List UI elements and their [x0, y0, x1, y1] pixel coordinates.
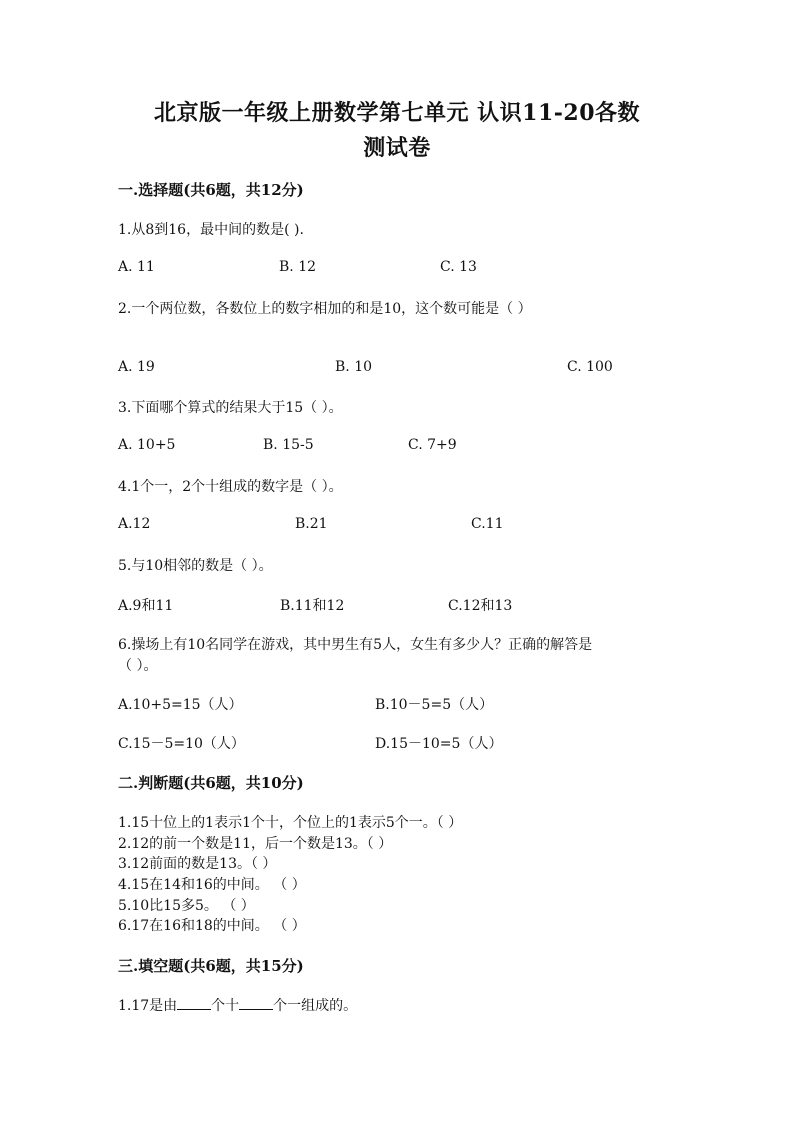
fill-blank-2[interactable]: [239, 995, 273, 1010]
option-q3-a: A. 10+5: [118, 437, 176, 453]
option-q1-a: A. 11: [118, 259, 155, 275]
question-2: 2.一个两位数，各数位上的数字相加的和是10，这个数可能是（ ）: [118, 301, 532, 317]
option-q6-c: C.15－5=10（人）: [118, 736, 245, 752]
section-heading-judge: 二.判断题(共6题，共10分): [118, 774, 304, 792]
question-3: 3.下面哪个算式的结果大于15（ ）。: [118, 400, 343, 416]
fill-question-1: [118, 995, 357, 1015]
option-q4-c: C.11: [471, 516, 504, 532]
judge-item-5: 5.10比15多5。 （ ）: [118, 898, 255, 914]
option-q6-b: B.10－5=5（人）: [375, 697, 494, 713]
option-q6-a: A.10+5=15（人）: [118, 697, 243, 713]
option-q4-b: B.21: [295, 516, 328, 532]
option-q3-b: B. 15-5: [263, 437, 314, 453]
page-title: 北京版一年级上册数学第七单元 认识11-20各数: [153, 100, 641, 126]
question-4: 4.1个一，2个十组成的数字是（ ）。: [118, 479, 343, 495]
option-q2-c: C. 100: [567, 359, 613, 375]
option-q4-a: A.12: [118, 516, 151, 532]
fill-blank-1[interactable]: [177, 995, 211, 1010]
option-q1-b: B. 12: [279, 259, 317, 275]
page-subtitle: 测试卷: [363, 135, 431, 161]
section-heading-choice: 一.选择题(共6题，共12分): [118, 181, 304, 199]
section-heading-fill: 三.填空题(共6题，共15分): [118, 957, 304, 975]
fill-q1-part-b: 个十: [211, 998, 240, 1014]
question-5: 5.与10相邻的数是（ ）。: [118, 558, 273, 574]
judge-item-6: 6.17在16和18的中间。 （ ）: [118, 918, 306, 934]
question-6-continued: （ ）。: [118, 658, 158, 674]
option-q3-c: C. 7+9: [408, 437, 457, 453]
option-q1-c: C. 13: [440, 259, 477, 275]
judge-item-1: 1.15十位上的1表示1个十，个位上的1表示5个一。（ ）: [118, 815, 463, 831]
option-q5-b: B.11和12: [280, 598, 345, 614]
option-q5-a: A.9和11: [118, 598, 174, 614]
fill-q1-part-a: 1.17是由: [118, 998, 178, 1014]
fill-q1-part-c: 个一组成的。: [273, 998, 358, 1014]
option-q5-c: C.12和13: [448, 598, 513, 614]
option-q6-d: D.15－10=5（人）: [375, 736, 503, 752]
judge-item-3: 3.12前面的数是13。（ ）: [118, 856, 277, 872]
question-6: 6.操场上有10名同学在游戏，其中男生有5人，女生有多少人？正确的解答是: [118, 637, 593, 653]
option-q2-b: B. 10: [335, 359, 373, 375]
judge-item-4: 4.15在14和16的中间。 （ ）: [118, 877, 306, 893]
judge-item-2: 2.12的前一个数是11，后一个数是13。（ ）: [118, 836, 393, 852]
option-q2-a: A. 19: [118, 359, 155, 375]
question-1: 1.从8到16，最中间的数是( ).: [118, 222, 304, 238]
